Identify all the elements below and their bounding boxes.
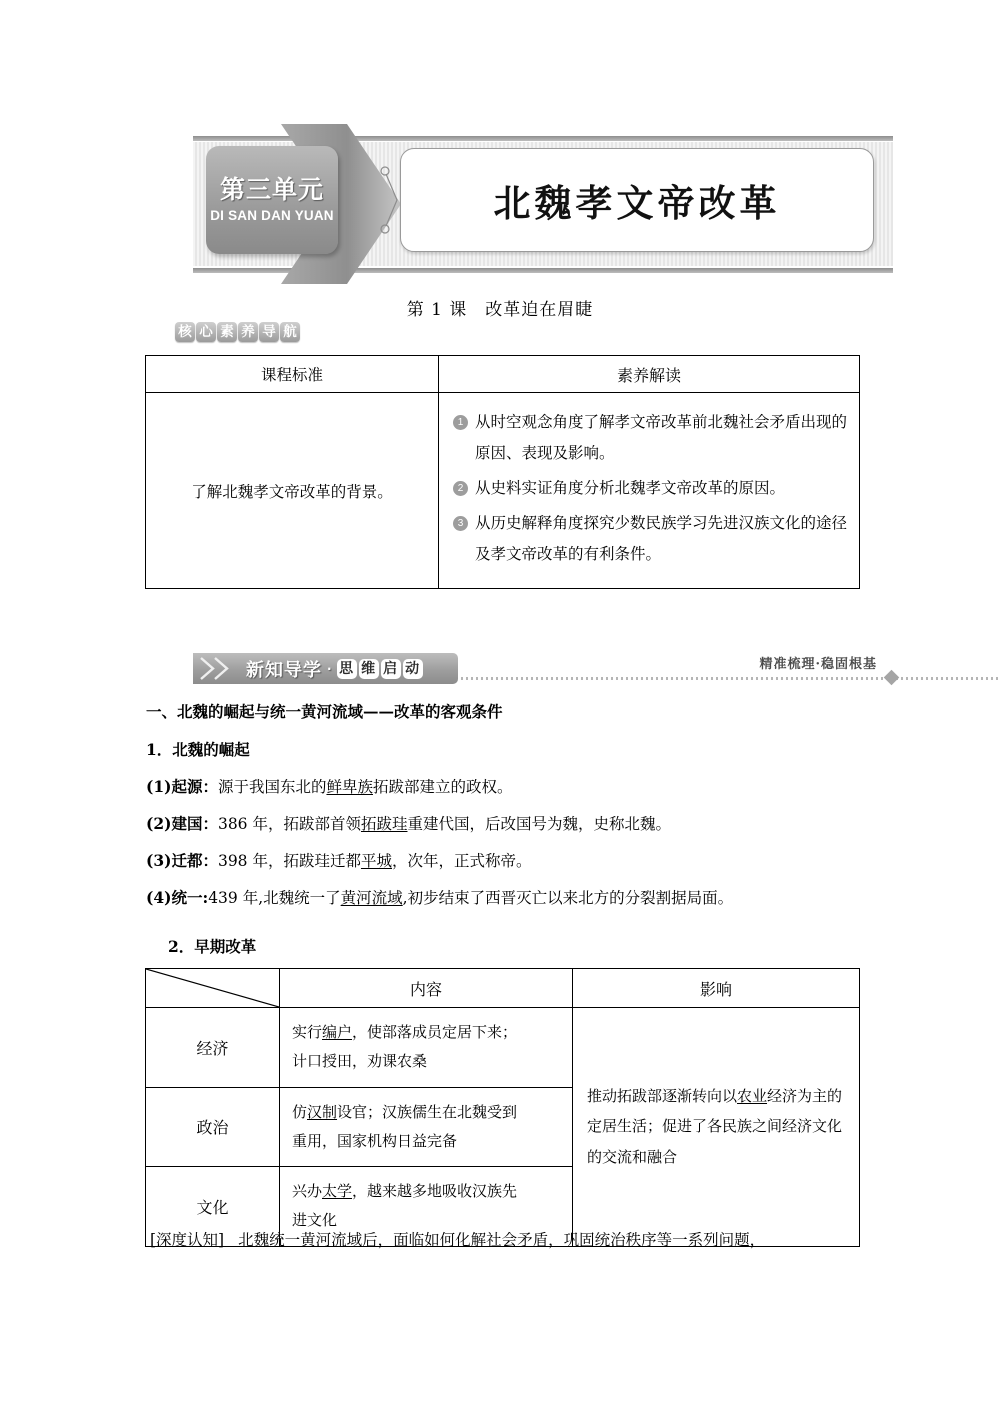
- line-pre: 仿: [292, 1102, 308, 1121]
- number-circle-3: 3: [453, 516, 468, 531]
- lesson-title: 第 1 课 改革迫在眉睫: [406, 300, 594, 320]
- badge-char: 心: [196, 322, 216, 342]
- content-line: 重用，国家机构日益完备: [292, 1131, 458, 1150]
- content-line: [292, 1098, 564, 1127]
- early-reform-table: [145, 968, 860, 1247]
- header-course-standard: 课程标准: [146, 356, 439, 393]
- note-tag: [深度认知]: [150, 1231, 225, 1249]
- item-post: ,初步结束了西晋灭亡以来北方的分裂割据局面。: [402, 889, 734, 907]
- row-label-culture: 文化: [146, 1167, 280, 1247]
- line-underlined: 汉制: [307, 1102, 338, 1121]
- item-underlined: 鲜卑族: [326, 778, 373, 796]
- line-underlined: 编户: [322, 1023, 353, 1041]
- line-post: 设官；汉族儒生在北魏受到: [337, 1102, 518, 1121]
- line-post: ，越来越多地吸收汉族先: [352, 1182, 518, 1200]
- line-post: ，使部落成员定居下来；: [352, 1023, 518, 1041]
- section-banner: [193, 653, 899, 687]
- badge-char: 航: [280, 322, 300, 342]
- sub-heading-1: 1．北魏的崛起: [146, 740, 250, 759]
- item-pre: 398 年，拓跋珪迁都: [217, 852, 361, 870]
- unit-banner: [193, 128, 893, 280]
- header-effect: 影响: [573, 969, 860, 1008]
- list-item: [453, 407, 847, 469]
- table-header-row: [146, 356, 860, 393]
- item-pre: 源于我国东北的: [217, 778, 327, 796]
- list-item-relocation: [146, 849, 532, 871]
- unit-title-text: 北魏孝文帝改革: [493, 182, 781, 225]
- badge-char: 导: [259, 322, 279, 342]
- double-chevron-icon: [199, 657, 245, 680]
- item-post: ，次年，正式称帝。: [391, 852, 532, 870]
- unit-title-box: [400, 148, 874, 252]
- list-item-unification: [146, 886, 733, 908]
- item-label: (4)统一:: [146, 888, 209, 907]
- list-item: [453, 473, 847, 504]
- standards-table: [145, 355, 860, 589]
- content-line: [292, 1018, 564, 1047]
- list-item: [453, 508, 847, 570]
- item-label: (2)建国：: [146, 814, 218, 833]
- note-text: 北魏统一黄河流域后，面临如何化解社会矛盾，巩固统治秩序等一系列问题，: [238, 1231, 766, 1249]
- unit-number-pinyin: DI SAN DAN YUAN: [210, 207, 334, 223]
- section-boxed-char: 启: [381, 659, 401, 679]
- corner-cell-diagonal: [146, 969, 280, 1008]
- section-tagline: 精准梳理·稳固根基: [759, 657, 877, 672]
- badge-char: 素: [217, 322, 237, 342]
- cell-politics-content: [280, 1087, 573, 1167]
- item-pre: 386 年，拓跋部首领: [217, 815, 361, 833]
- sub-heading-2: 2．早期改革: [168, 937, 257, 956]
- row-label-economy: 经济: [146, 1008, 280, 1088]
- section-separator: ·: [327, 661, 333, 676]
- effect-underlined: 农业: [737, 1086, 768, 1105]
- effect-post: 经济为主的定居生活；促进了各民族之间经济文化的交流和融合: [587, 1086, 843, 1167]
- unit-number-badge: [206, 146, 338, 254]
- badge-char: 核: [175, 322, 195, 342]
- cell-literacy-interpretation: [439, 393, 860, 589]
- item-post: 拓跋部建立的政权。: [372, 778, 513, 796]
- section-banner-text: [246, 657, 425, 680]
- line-pre: 兴办: [292, 1182, 323, 1200]
- item-pre: 439 年,北魏统一了: [208, 889, 341, 907]
- connector-link-icon: [380, 164, 402, 236]
- item-underlined: 平城: [360, 852, 392, 870]
- item-label: (3)迁都：: [146, 851, 218, 870]
- table-header-row: [146, 969, 860, 1008]
- item-label: (1)起源：: [146, 777, 218, 796]
- list-item-origin: [146, 775, 513, 797]
- badge-char: 养: [238, 322, 258, 342]
- diamond-marker-icon: [884, 670, 900, 686]
- effect-pre: 推动拓跋部逐渐转向以: [587, 1086, 738, 1105]
- table-row: [146, 393, 860, 589]
- cell-economy-content: [280, 1008, 573, 1088]
- section-boxed-char: 维: [359, 659, 379, 679]
- header-literacy-interpretation: 素养解读: [439, 356, 860, 393]
- item-post: 重建代国，后改国号为魏，史称北魏。: [407, 815, 671, 833]
- section-dotted-rule: [461, 677, 1000, 680]
- item-underlined: 黄河流域: [340, 889, 403, 907]
- deep-insight-note: [150, 1228, 765, 1250]
- content-line: 计口授田，劝课农桑: [292, 1052, 428, 1071]
- unit-number-label: 第三单元: [219, 175, 324, 205]
- section-boxed-char: 动: [403, 659, 423, 679]
- header-content: 内容: [280, 969, 573, 1008]
- list-item-founding: [146, 812, 671, 834]
- content-line: 进文化: [292, 1211, 338, 1230]
- list-item-text: 从历史解释角度探究少数民族学习先进汉族文化的途径及孝文帝改革的有利条件。: [475, 514, 848, 563]
- table-row-economy: [146, 1008, 860, 1088]
- item-underlined: 拓跋珪: [360, 815, 408, 833]
- row-label-politics: 政治: [146, 1087, 280, 1167]
- list-item-text: 从时空观念角度了解孝文帝改革前北魏社会矛盾出现的原因、表现及影响。: [475, 413, 848, 462]
- section-one-heading: 一、北魏的崛起与统一黄河流域——改革的客观条件: [146, 702, 503, 721]
- number-circle-1: 1: [453, 415, 468, 430]
- content-line: [292, 1177, 564, 1206]
- cell-effect: [573, 1008, 860, 1247]
- number-circle-2: 2: [453, 481, 468, 496]
- core-literacy-badge: [175, 322, 300, 342]
- line-underlined: 太学: [322, 1182, 353, 1200]
- section-label-primary: 新知导学: [246, 659, 322, 681]
- list-item-text: 从史料实证角度分析北魏孝文帝改革的原因。: [475, 479, 786, 497]
- section-boxed-char: 思: [337, 659, 357, 679]
- cell-course-standard: 了解北魏孝文帝改革的背景。: [146, 393, 439, 589]
- line-pre: 实行: [292, 1023, 323, 1041]
